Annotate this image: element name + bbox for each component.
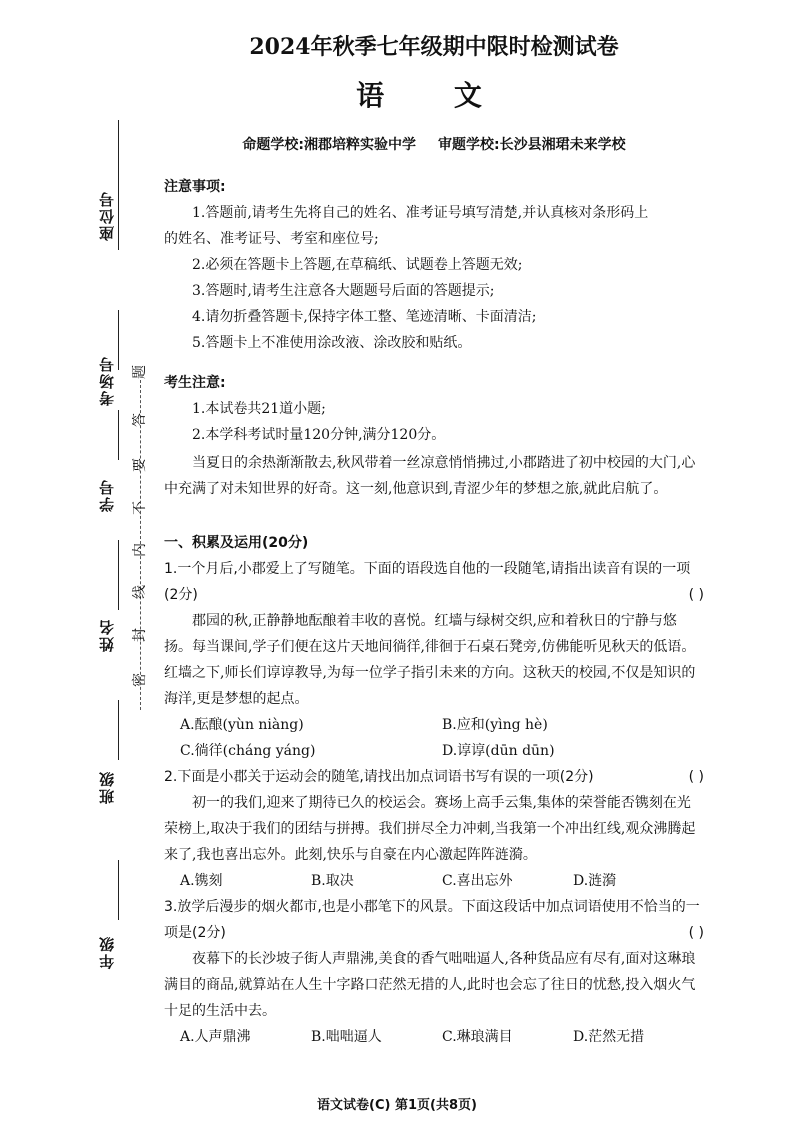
class-line (118, 700, 119, 760)
exam-notice-heading: 考生注意: (164, 375, 226, 391)
room-line (118, 310, 119, 370)
room-number-label: 考场号 (98, 355, 116, 406)
question-1-options (180, 712, 704, 764)
notice-item: 2.必须在答题卡上答题,在草稿纸、试题卷上答题无效; (192, 257, 523, 273)
subject-title: 语 文 (356, 79, 512, 112)
seal-char: 密 (132, 673, 148, 687)
option-b: B.应和(yìng hè) (442, 717, 548, 733)
name-label: 姓名 (98, 618, 116, 652)
answer-paren: ( ) (688, 925, 704, 941)
option-b: B.咄咄逼人 (311, 1029, 382, 1045)
school-line (164, 134, 704, 154)
seal-char: 封 (132, 628, 148, 642)
question-3-options (180, 1024, 704, 1050)
option-b: B.取决 (311, 873, 354, 889)
option-a: A.镌刻 (180, 873, 223, 889)
exam-title: 2024年秋季七年级期中限时检测试卷 (249, 34, 619, 60)
setter-school: 命题学校:湘郡培粹实验中学 (242, 137, 416, 153)
notice-item: 3.答题时,请考生注意各大题题号后面的答题提示; (192, 283, 495, 299)
option-d: D.涟漪 (573, 873, 617, 889)
student-id-line (118, 410, 119, 460)
grade-label: 年级 (98, 935, 116, 969)
question-1-stem: 1.一个月后,小郡爱上了写随笔。下面的语段选自他的一段随笔,请指出读音有误的一项(2分) (164, 561, 691, 603)
seal-char: 答 (132, 413, 148, 427)
question-2-stem: 2.下面是小郡关于运动会的随笔,请找出加点词语书写有误的一项(2分) (164, 769, 594, 785)
section-1-heading: 一、积累及运用(20分) (164, 535, 309, 551)
seat-number-label: 座位号 (98, 190, 116, 241)
option-c: C.琳琅满目 (442, 1029, 513, 1045)
intro-paragraph (164, 450, 704, 502)
page-footer: 语文试卷(C) 第1页(共8页) (317, 1098, 477, 1113)
option-c: C.徜徉(cháng yáng) (180, 743, 316, 759)
notice-item: 5.答题卡上不准使用涂改液、涂改胶和贴纸。 (192, 335, 472, 351)
notice-block (164, 174, 704, 356)
grade-line (118, 860, 119, 920)
question-2 (164, 764, 704, 790)
seal-char: 内 (132, 543, 148, 557)
exam-notice-block (164, 370, 704, 448)
notice-heading: 注意事项: (164, 179, 226, 195)
seal-char: 要 (132, 458, 148, 472)
question-3 (164, 894, 704, 946)
question-2-options (180, 868, 704, 894)
question-1 (164, 556, 704, 608)
seal-char: 线 (132, 585, 148, 599)
class-label: 班级 (98, 770, 116, 804)
option-d: D.茫然无措 (573, 1029, 645, 1045)
option-d: D.谆谆(dūn dūn) (442, 743, 555, 759)
notice-item: 的姓名、准考证号、考室和座位号; (164, 231, 379, 247)
seal-char: 不 (132, 501, 148, 515)
reviewer-school: 审题学校:长沙县湘珺未来学校 (438, 137, 626, 153)
question-3-passage: 夜幕下的长沙坡子街人声鼎沸,美食的香气咄咄逼人,各种货品应有尽有,面对这琳琅满目的商品,就算站在人生十字路口茫然无措的人,此时也会忘了往日的忧愁,投入烟火气十足的生活中去。 (164, 951, 696, 1019)
intro-text: 当夏日的余热渐渐散去,秋风带着一丝凉意悄悄拂过,小郡踏进了初中校园的大门,心中充满了对未知世界的好奇。这一刻,他意识到,青涩少年的梦想之旅,就此启航了。 (164, 455, 696, 497)
student-id-label: 学号 (98, 478, 116, 512)
exam-notice-item: 2.本学科考试时量120分钟,满分120分。 (192, 427, 446, 443)
answer-paren: ( ) (688, 769, 704, 785)
answer-paren: ( ) (688, 587, 704, 603)
option-a: A.酝酿(yùn niàng) (180, 717, 304, 733)
seat-line (118, 120, 119, 250)
question-1-passage: 郡园的秋,正静静地酝酿着丰收的喜悦。红墙与绿树交织,应和着秋日的宁静与悠扬。每当课间,学子们便在这片天地间徜徉,徘徊于石桌石凳旁,仿佛能听见秋天的低语。红墙之下,师长们谆谆教导,为每一位学子指引未来的方向。这秋天的校园,不仅是知识的海洋,更是梦想的起点。 (164, 613, 696, 707)
option-a: A.人声鼎沸 (180, 1029, 251, 1045)
binding-strip (0, 0, 160, 1123)
section-1 (164, 530, 704, 1050)
question-3-stem: 3.放学后漫步的烟火都市,也是小郡笔下的风景。下面这段话中加点词语使用不恰当的一项是(2分) (164, 899, 700, 941)
name-line (118, 540, 119, 610)
question-2-passage: 初一的我们,迎来了期待已久的校运会。赛场上高手云集,集体的荣誉能否镌刻在光荣榜上,取决于我们的团结与拼搏。我们拼尽全力冲刺,当我第一个冲出红线,观众沸腾起来了,我也喜出忘外。此刻,快乐与自豪在内心激起阵阵涟漪。 (164, 795, 696, 863)
seal-char: 题 (132, 365, 148, 379)
option-c: C.喜出忘外 (442, 873, 513, 889)
notice-item: 1.答题前,请考生先将自己的姓名、准考证号填写清楚,并认真核对条形码上 (192, 205, 649, 221)
exam-notice-item: 1.本试卷共21道小题; (192, 401, 326, 417)
notice-item: 4.请勿折叠答题卡,保持字体工整、笔迹清晰、卡面清洁; (192, 309, 537, 325)
